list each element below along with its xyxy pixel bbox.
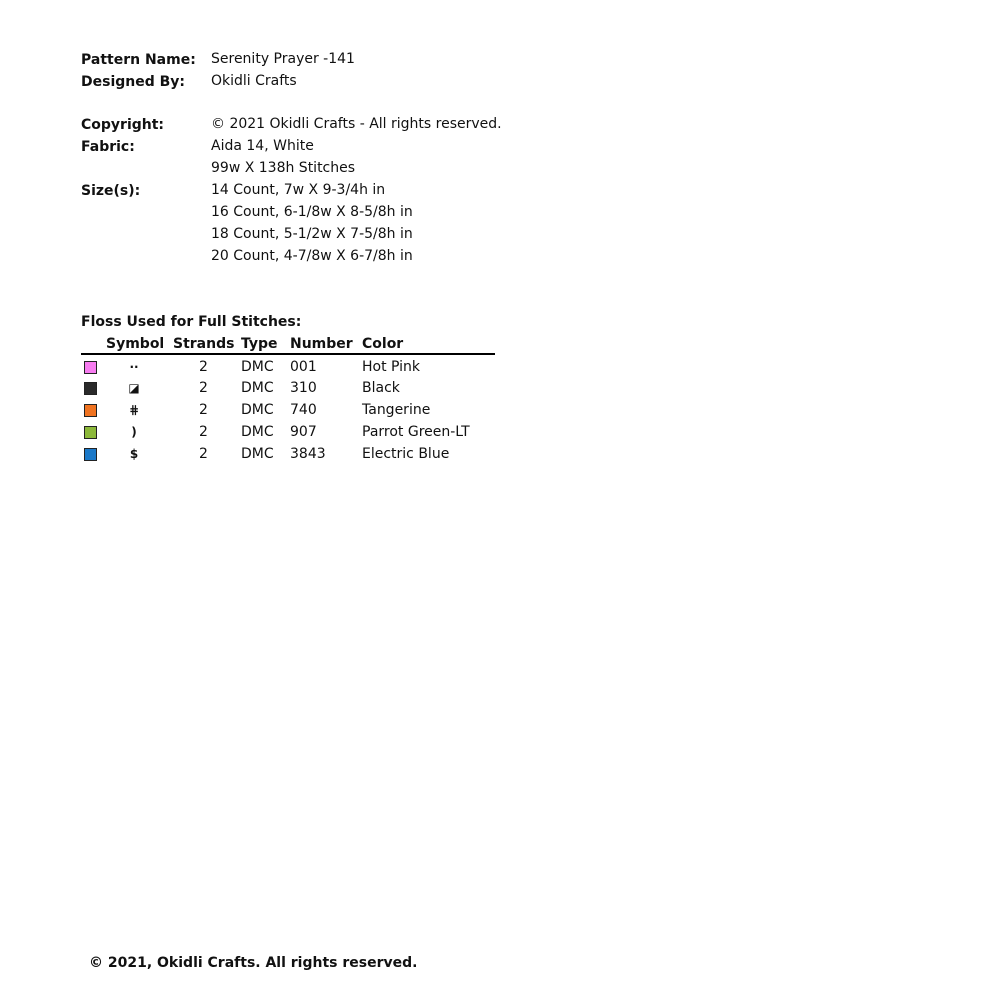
- copyright-label: Copyright:: [81, 117, 165, 133]
- color-swatch: [84, 382, 97, 395]
- column-header-type: Type: [241, 336, 278, 352]
- floss-color-name: Black: [362, 380, 400, 396]
- column-header-strands: Strands: [173, 336, 235, 352]
- size-line: 18 Count, 5-1/2w X 7-5/8h in: [211, 226, 413, 242]
- color-swatch: [84, 426, 97, 439]
- color-swatch: [84, 448, 97, 461]
- pattern-name-label: Pattern Name:: [81, 52, 196, 68]
- fabric-label: Fabric:: [81, 139, 135, 155]
- floss-number: 907: [290, 424, 317, 440]
- floss-type: DMC: [241, 446, 274, 462]
- floss-symbol: ◪: [128, 381, 140, 395]
- designed-by-value: Okidli Crafts: [211, 73, 297, 89]
- pattern-name-value: Serenity Prayer -141: [211, 51, 355, 67]
- size-line: 16 Count, 6-1/8w X 8-5/8h in: [211, 204, 413, 220]
- floss-color-name: Tangerine: [362, 402, 431, 418]
- floss-color-name: Parrot Green-LT: [362, 424, 470, 440]
- size-line: 14 Count, 7w X 9-3/4h in: [211, 182, 386, 198]
- floss-symbol: $: [129, 447, 139, 461]
- floss-type: DMC: [241, 380, 274, 396]
- column-header-color: Color: [362, 336, 404, 352]
- fabric-value: Aida 14, White: [211, 138, 314, 154]
- column-header-number: Number: [290, 336, 353, 352]
- floss-strands: 2: [199, 380, 208, 396]
- floss-number: 001: [290, 359, 317, 375]
- floss-number: 3843: [290, 446, 326, 462]
- footer-copyright: © 2021, Okidli Crafts. All rights reserved.: [89, 955, 418, 971]
- floss-type: DMC: [241, 402, 274, 418]
- floss-table-title: Floss Used for Full Stitches:: [81, 314, 302, 330]
- floss-symbol: ··: [129, 360, 139, 374]
- floss-number: 310: [290, 380, 317, 396]
- copyright-value: © 2021 Okidli Crafts - All rights reserved.: [211, 116, 502, 132]
- floss-strands: 2: [199, 402, 208, 418]
- sizes-label: Size(s):: [81, 183, 141, 199]
- stitch-count: 99w X 138h Stitches: [211, 160, 356, 176]
- floss-type: DMC: [241, 424, 274, 440]
- floss-type: DMC: [241, 359, 274, 375]
- floss-strands: 2: [199, 446, 208, 462]
- column-header-symbol: Symbol: [106, 336, 165, 352]
- size-line: 20 Count, 4-7/8w X 6-7/8h in: [211, 248, 413, 264]
- color-swatch: [84, 404, 97, 417]
- color-swatch: [84, 361, 97, 374]
- floss-strands: 2: [199, 359, 208, 375]
- floss-number: 740: [290, 402, 317, 418]
- designed-by-label: Designed By:: [81, 74, 186, 90]
- floss-color-name: Hot Pink: [362, 359, 421, 375]
- floss-symbol: ⋕: [128, 403, 140, 417]
- floss-strands: 2: [199, 424, 208, 440]
- floss-symbol: ): [131, 425, 137, 439]
- table-header-rule: [81, 353, 495, 355]
- floss-color-name: Electric Blue: [362, 446, 450, 462]
